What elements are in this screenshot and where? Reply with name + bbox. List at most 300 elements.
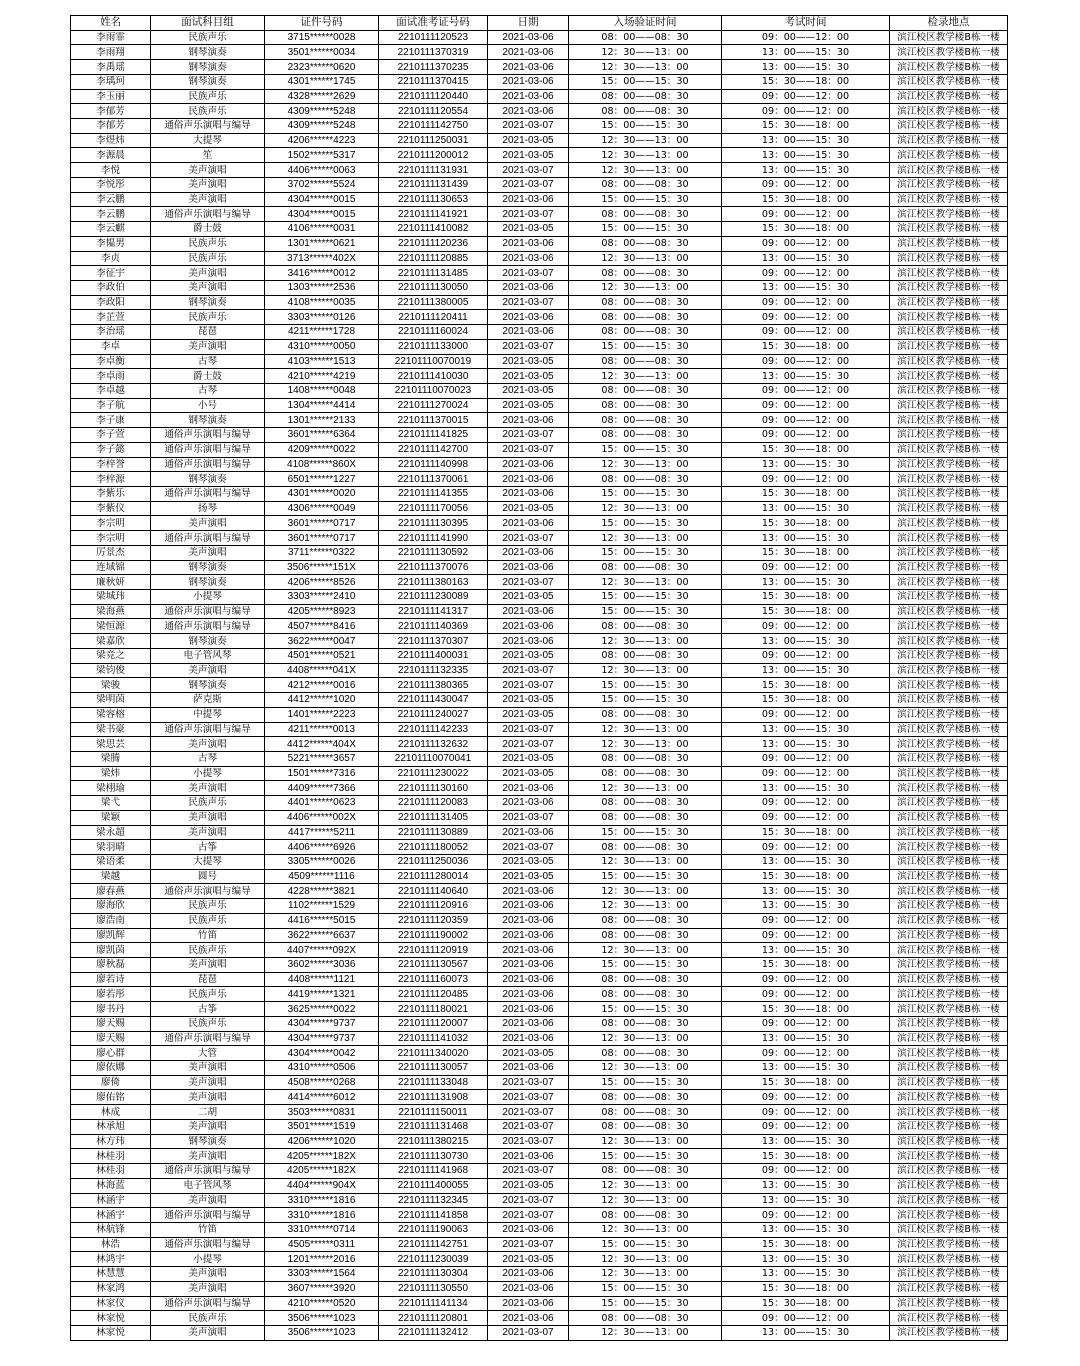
cell-admission-number: 2210111140998 [379, 457, 488, 472]
cell-id-number: 1303******2536 [265, 280, 379, 295]
cell-exam-time: 09：00——12：00 [722, 89, 890, 104]
cell-id-number: 4205******8923 [265, 604, 379, 619]
table-row [71, 781, 1008, 796]
cell-checkin-time: 15：00——15：30 [569, 74, 722, 89]
cell-exam-time: 13：00——15：30 [722, 251, 890, 266]
cell-admission-number: 2210111130395 [379, 516, 488, 531]
cell-checkin-location: 滨江校区教学楼B栋一楼 [890, 222, 1008, 237]
cell-name: 林鸿宇 [71, 1252, 151, 1267]
cell-admission-number: 2210111132412 [379, 1325, 488, 1340]
cell-id-number: 4406******002X [265, 810, 379, 825]
cell-subject-group: 小提琴 [151, 590, 265, 605]
cell-checkin-location: 滨江校区教学楼B栋一楼 [890, 958, 1008, 973]
cell-exam-time: 15：30——18：00 [722, 693, 890, 708]
cell-id-number: 4306******0049 [265, 501, 379, 516]
cell-date: 2021-03-05 [488, 1252, 569, 1267]
cell-subject-group: 通俗声乐演唱与编导 [151, 487, 265, 502]
cell-date: 2021-03-06 [488, 913, 569, 928]
cell-id-number: 4206******4223 [265, 133, 379, 148]
header-date: 日期 [488, 16, 569, 31]
cell-exam-time: 15：30——18：00 [722, 74, 890, 89]
cell-checkin-location: 滨江校区教学楼B栋一楼 [890, 1164, 1008, 1179]
cell-subject-group: 美声演唱 [151, 1119, 265, 1134]
cell-checkin-location: 滨江校区教学楼B栋一楼 [890, 1208, 1008, 1223]
table-row [71, 1119, 1008, 1134]
cell-id-number: 1201******2016 [265, 1252, 379, 1267]
cell-id-number: 1408******0048 [265, 383, 379, 398]
cell-name: 梁炜 [71, 766, 151, 781]
cell-subject-group: 通俗声乐演唱与编导 [151, 604, 265, 619]
cell-checkin-location: 滨江校区教学楼B栋一楼 [890, 1178, 1008, 1193]
cell-id-number: 4205******182X [265, 1164, 379, 1179]
cell-subject-group: 通俗声乐演唱与编导 [151, 1208, 265, 1223]
cell-name: 林承旭 [71, 1119, 151, 1134]
cell-date: 2021-03-06 [488, 1149, 569, 1164]
cell-id-number: 4406******6926 [265, 840, 379, 855]
cell-name: 林家悦 [71, 1325, 151, 1340]
cell-subject-group: 美声演唱 [151, 781, 265, 796]
table-row [71, 1090, 1008, 1105]
table-row [71, 295, 1008, 310]
table-row [71, 1296, 1008, 1311]
table-row [71, 1046, 1008, 1061]
cell-subject-group: 圆号 [151, 869, 265, 884]
cell-name: 梁思芸 [71, 737, 151, 752]
cell-checkin-location: 滨江校区教学楼B栋一楼 [890, 545, 1008, 560]
table-row [71, 1105, 1008, 1120]
cell-exam-time: 13：00——15：30 [722, 1222, 890, 1237]
cell-checkin-location: 滨江校区教学楼B栋一楼 [890, 987, 1008, 1002]
table-row [71, 60, 1008, 75]
cell-id-number: 3310******1816 [265, 1193, 379, 1208]
cell-checkin-time: 15：00——15：30 [569, 1075, 722, 1090]
cell-checkin-location: 滨江校区教学楼B栋一楼 [890, 280, 1008, 295]
cell-checkin-location: 滨江校区教学楼B栋一楼 [890, 1311, 1008, 1326]
cell-name: 梁弋 [71, 796, 151, 811]
cell-checkin-location: 滨江校区教学楼B栋一楼 [890, 1267, 1008, 1282]
cell-id-number: 4304******9737 [265, 1016, 379, 1031]
cell-subject-group: 民族声乐 [151, 987, 265, 1002]
cell-checkin-location: 滨江校区教学楼B栋一楼 [890, 1149, 1008, 1164]
cell-exam-time: 09：00——12：00 [722, 236, 890, 251]
cell-subject-group: 通俗声乐演唱与编导 [151, 119, 265, 134]
cell-checkin-time: 12：30——13：00 [569, 163, 722, 178]
cell-checkin-location: 滨江校区教学楼B栋一楼 [890, 45, 1008, 60]
cell-subject-group: 琵琶 [151, 972, 265, 987]
cell-checkin-time: 12：30——13：00 [569, 457, 722, 472]
cell-checkin-location: 滨江校区教学楼B栋一楼 [890, 472, 1008, 487]
cell-checkin-location: 滨江校区教学楼B栋一楼 [890, 1061, 1008, 1076]
cell-checkin-time: 08：00——08：30 [569, 1016, 722, 1031]
cell-checkin-time: 15：00——15：30 [569, 678, 722, 693]
cell-exam-time: 09：00——12：00 [722, 648, 890, 663]
cell-checkin-time: 08：00——08：30 [569, 1311, 722, 1326]
cell-exam-time: 13：00——15：30 [722, 531, 890, 546]
cell-checkin-location: 滨江校区教学楼B栋一楼 [890, 1046, 1008, 1061]
table-row [71, 913, 1008, 928]
cell-checkin-time: 15：00——15：30 [569, 516, 722, 531]
cell-subject-group: 通俗声乐演唱与编导 [151, 457, 265, 472]
cell-admission-number: 2210111370307 [379, 634, 488, 649]
cell-name: 连域锦 [71, 560, 151, 575]
cell-checkin-location: 滨江校区教学楼B栋一楼 [890, 1222, 1008, 1237]
cell-checkin-time: 12：30——13：00 [569, 531, 722, 546]
cell-name: 李政阳 [71, 295, 151, 310]
cell-name: 李征宇 [71, 266, 151, 281]
cell-checkin-location: 滨江校区教学楼B栋一楼 [890, 442, 1008, 457]
cell-checkin-time: 08：00——08：30 [569, 104, 722, 119]
cell-exam-time: 09：00——12：00 [722, 987, 890, 1002]
cell-subject-group: 美声演唱 [151, 810, 265, 825]
cell-checkin-location: 滨江校区教学楼B栋一楼 [890, 398, 1008, 413]
cell-exam-time: 15：30——18：00 [722, 545, 890, 560]
table-row [71, 619, 1008, 634]
cell-checkin-time: 12：30——13：00 [569, 634, 722, 649]
cell-name: 廖佑铭 [71, 1090, 151, 1105]
table-row [71, 148, 1008, 163]
cell-admission-number: 2210111400055 [379, 1178, 488, 1193]
cell-id-number: 4417******5211 [265, 825, 379, 840]
cell-checkin-location: 滨江校区教学楼B栋一楼 [890, 604, 1008, 619]
cell-checkin-time: 08：00——08：30 [569, 766, 722, 781]
cell-checkin-time: 12：30——13：00 [569, 45, 722, 60]
cell-name: 梁骏 [71, 678, 151, 693]
cell-subject-group: 美声演唱 [151, 1090, 265, 1105]
cell-name: 廖天赐 [71, 1016, 151, 1031]
cell-date: 2021-03-05 [488, 693, 569, 708]
cell-date: 2021-03-05 [488, 222, 569, 237]
cell-admission-number: 2210111132345 [379, 1193, 488, 1208]
cell-date: 2021-03-06 [488, 943, 569, 958]
cell-admission-number: 22101110070019 [379, 354, 488, 369]
cell-checkin-location: 滨江校区教学楼B栋一楼 [890, 590, 1008, 605]
cell-id-number: 1502******5317 [265, 148, 379, 163]
cell-id-number: 4414******6012 [265, 1090, 379, 1105]
table-row [71, 766, 1008, 781]
cell-name: 李雨翔 [71, 45, 151, 60]
cell-exam-time: 09：00——12：00 [722, 928, 890, 943]
cell-admission-number: 2210111120007 [379, 1016, 488, 1031]
cell-checkin-time: 08：00——08：30 [569, 840, 722, 855]
table-row [71, 575, 1008, 590]
table-row [71, 516, 1008, 531]
cell-admission-number: 2210111131485 [379, 266, 488, 281]
cell-date: 2021-03-06 [488, 987, 569, 1002]
cell-date: 2021-03-06 [488, 457, 569, 472]
cell-exam-time: 09：00——12：00 [722, 1208, 890, 1223]
cell-admission-number: 2210111130050 [379, 280, 488, 295]
cell-checkin-location: 滨江校区教学楼B栋一楼 [890, 751, 1008, 766]
cell-admission-number: 2210111370415 [379, 74, 488, 89]
cell-checkin-time: 08：00——08：30 [569, 383, 722, 398]
cell-admission-number: 2210111380215 [379, 1134, 488, 1149]
cell-date: 2021-03-07 [488, 428, 569, 443]
cell-date: 2021-03-07 [488, 810, 569, 825]
cell-checkin-time: 15：00——15：30 [569, 545, 722, 560]
cell-name: 李子萱 [71, 428, 151, 443]
cell-date: 2021-03-07 [488, 1090, 569, 1105]
cell-admission-number: 2210111380005 [379, 295, 488, 310]
cell-date: 2021-03-06 [488, 884, 569, 899]
cell-checkin-location: 滨江校区教学楼B栋一楼 [890, 1281, 1008, 1296]
cell-admission-number: 2210111430047 [379, 693, 488, 708]
cell-date: 2021-03-06 [488, 1281, 569, 1296]
table-row [71, 869, 1008, 884]
cell-exam-time: 09：00——12：00 [722, 30, 890, 45]
cell-subject-group: 爵士鼓 [151, 222, 265, 237]
cell-subject-group: 钢琴演奏 [151, 45, 265, 60]
cell-id-number: 3601******0717 [265, 531, 379, 546]
cell-date: 2021-03-07 [488, 266, 569, 281]
cell-id-number: 4412******404X [265, 737, 379, 752]
cell-name: 李悦 [71, 163, 151, 178]
cell-subject-group: 笙 [151, 148, 265, 163]
cell-checkin-time: 08：00——08：30 [569, 619, 722, 634]
cell-date: 2021-03-07 [488, 163, 569, 178]
cell-admission-number: 2210111141990 [379, 531, 488, 546]
cell-id-number: 4309******5248 [265, 119, 379, 134]
cell-subject-group: 中提琴 [151, 707, 265, 722]
cell-exam-time: 09：00——12：00 [722, 560, 890, 575]
cell-subject-group: 古筝 [151, 1002, 265, 1017]
cell-name: 梁城玮 [71, 590, 151, 605]
cell-name: 李瑀珂 [71, 74, 151, 89]
cell-name: 林方玮 [71, 1134, 151, 1149]
cell-exam-time: 09：00——12：00 [722, 398, 890, 413]
cell-checkin-location: 滨江校区教学楼B栋一楼 [890, 251, 1008, 266]
table-row [71, 192, 1008, 207]
table-row [71, 501, 1008, 516]
cell-admission-number: 2210111380365 [379, 678, 488, 693]
cell-date: 2021-03-05 [488, 707, 569, 722]
cell-checkin-location: 滨江校区教学楼B栋一楼 [890, 648, 1008, 663]
cell-subject-group: 钢琴演奏 [151, 60, 265, 75]
cell-id-number: 4408******1121 [265, 972, 379, 987]
table-row [71, 325, 1008, 340]
cell-date: 2021-03-06 [488, 516, 569, 531]
cell-name: 林成 [71, 1105, 151, 1120]
cell-checkin-location: 滨江校区教学楼B栋一楼 [890, 119, 1008, 134]
cell-checkin-location: 滨江校区教学楼B栋一楼 [890, 1016, 1008, 1031]
cell-admission-number: 2210111120411 [379, 310, 488, 325]
cell-checkin-time: 12：30——13：00 [569, 1061, 722, 1076]
cell-checkin-time: 08：00——08：30 [569, 987, 722, 1002]
cell-checkin-time: 08：00——08：30 [569, 89, 722, 104]
cell-admission-number: 2210111131468 [379, 1119, 488, 1134]
cell-checkin-time: 08：00——08：30 [569, 1208, 722, 1223]
cell-date: 2021-03-06 [488, 1296, 569, 1311]
cell-subject-group: 钢琴演奏 [151, 1134, 265, 1149]
cell-subject-group: 通俗声乐演唱与编导 [151, 1296, 265, 1311]
cell-id-number: 4206******1020 [265, 1134, 379, 1149]
cell-admission-number: 2210111120485 [379, 987, 488, 1002]
cell-id-number: 3602******3036 [265, 958, 379, 973]
cell-id-number: 3501******0034 [265, 45, 379, 60]
cell-id-number: 3625******0022 [265, 1002, 379, 1017]
cell-checkin-location: 滨江校区教学楼B栋一楼 [890, 1119, 1008, 1134]
cell-exam-time: 15：30——18：00 [722, 442, 890, 457]
cell-admission-number: 2210111120885 [379, 251, 488, 266]
cell-checkin-location: 滨江校区教学楼B栋一楼 [890, 1193, 1008, 1208]
cell-admission-number: 2210111120440 [379, 89, 488, 104]
cell-date: 2021-03-05 [488, 1046, 569, 1061]
cell-checkin-location: 滨江校区教学楼B栋一楼 [890, 913, 1008, 928]
cell-subject-group: 小号 [151, 398, 265, 413]
cell-admission-number: 2210111230089 [379, 590, 488, 605]
table-row [71, 722, 1008, 737]
cell-checkin-time: 08：00——08：30 [569, 354, 722, 369]
cell-date: 2021-03-07 [488, 1193, 569, 1208]
table-row [71, 899, 1008, 914]
cell-exam-time: 13：00——15：30 [722, 1061, 890, 1076]
table-row [71, 310, 1008, 325]
cell-exam-time: 09：00——12：00 [722, 104, 890, 119]
header-checkin-time: 入场验证时间 [569, 16, 722, 31]
cell-id-number: 4501******0521 [265, 648, 379, 663]
cell-name: 李卓 [71, 339, 151, 354]
cell-date: 2021-03-05 [488, 590, 569, 605]
table-row [71, 280, 1008, 295]
cell-name: 廖若彤 [71, 987, 151, 1002]
cell-admission-number: 2210111150011 [379, 1105, 488, 1120]
cell-date: 2021-03-06 [488, 1267, 569, 1282]
cell-checkin-time: 08：00——08：30 [569, 295, 722, 310]
cell-id-number: 4507******8416 [265, 619, 379, 634]
cell-admission-number: 2210111141858 [379, 1208, 488, 1223]
cell-id-number: 4310******0050 [265, 339, 379, 354]
cell-checkin-location: 滨江校区教学楼B栋一楼 [890, 1002, 1008, 1017]
cell-date: 2021-03-07 [488, 295, 569, 310]
cell-checkin-time: 08：00——08：30 [569, 1046, 722, 1061]
cell-date: 2021-03-06 [488, 60, 569, 75]
cell-exam-time: 13：00——15：30 [722, 163, 890, 178]
cell-date: 2021-03-07 [488, 1325, 569, 1340]
cell-id-number: 4328******2629 [265, 89, 379, 104]
cell-subject-group: 钢琴演奏 [151, 575, 265, 590]
cell-exam-time: 13：00——15：30 [722, 1325, 890, 1340]
cell-date: 2021-03-06 [488, 1222, 569, 1237]
cell-checkin-time: 15：00——15：30 [569, 958, 722, 973]
cell-subject-group: 美声演唱 [151, 177, 265, 192]
cell-checkin-time: 15：00——15：30 [569, 442, 722, 457]
cell-id-number: 3711******0322 [265, 545, 379, 560]
table-row [71, 958, 1008, 973]
cell-subject-group: 美声演唱 [151, 339, 265, 354]
cell-subject-group: 美声演唱 [151, 1061, 265, 1076]
table-row [71, 707, 1008, 722]
cell-admission-number: 2210111132632 [379, 737, 488, 752]
cell-name: 李卓越 [71, 383, 151, 398]
cell-exam-time: 13：00——15：30 [722, 1193, 890, 1208]
table-row [71, 751, 1008, 766]
cell-id-number: 3303******1564 [265, 1267, 379, 1282]
cell-admission-number: 2210111130889 [379, 825, 488, 840]
table-row [71, 1031, 1008, 1046]
cell-name: 梁语柔 [71, 854, 151, 869]
cell-checkin-location: 滨江校区教学楼B栋一楼 [890, 236, 1008, 251]
cell-exam-time: 09：00——12：00 [722, 310, 890, 325]
cell-admission-number: 2210111130057 [379, 1061, 488, 1076]
header-admission-number: 面试准考证号码 [379, 16, 488, 31]
cell-exam-time: 13：00——15：30 [722, 148, 890, 163]
cell-name: 梁嘉欣 [71, 634, 151, 649]
cell-subject-group: 美声演唱 [151, 1325, 265, 1340]
table-row [71, 369, 1008, 384]
cell-exam-time: 13：00——15：30 [722, 60, 890, 75]
cell-exam-time: 09：00——12：00 [722, 413, 890, 428]
cell-admission-number: 2210111270024 [379, 398, 488, 413]
exam-schedule-table [70, 15, 1008, 1341]
cell-subject-group: 民族声乐 [151, 1016, 265, 1031]
cell-exam-time: 15：30——18：00 [722, 1002, 890, 1017]
cell-exam-time: 15：30——18：00 [722, 678, 890, 693]
cell-checkin-time: 12：30——13：00 [569, 133, 722, 148]
cell-name: 廖凯茵 [71, 943, 151, 958]
cell-id-number: 4301******0020 [265, 487, 379, 502]
cell-admission-number: 2210111142751 [379, 1237, 488, 1252]
cell-checkin-time: 15：00——15：30 [569, 1281, 722, 1296]
cell-checkin-location: 滨江校区教学楼B栋一楼 [890, 634, 1008, 649]
cell-name: 梁书豪 [71, 722, 151, 737]
cell-admission-number: 2210111120523 [379, 30, 488, 45]
table-row [71, 1252, 1008, 1267]
cell-subject-group: 美声演唱 [151, 1193, 265, 1208]
cell-checkin-time: 15：00——15：30 [569, 1296, 722, 1311]
table-row [71, 678, 1008, 693]
cell-name: 梁腾 [71, 751, 151, 766]
cell-admission-number: 2210111410030 [379, 369, 488, 384]
cell-name: 梁恒源 [71, 619, 151, 634]
cell-checkin-location: 滨江校区教学楼B栋一楼 [890, 1134, 1008, 1149]
cell-admission-number: 2210111120236 [379, 236, 488, 251]
cell-date: 2021-03-06 [488, 413, 569, 428]
cell-date: 2021-03-06 [488, 487, 569, 502]
cell-id-number: 4419******1321 [265, 987, 379, 1002]
header-row [71, 16, 1008, 31]
cell-date: 2021-03-06 [488, 928, 569, 943]
cell-id-number: 3503******0831 [265, 1105, 379, 1120]
cell-checkin-time: 12：30——13：00 [569, 1267, 722, 1282]
cell-checkin-time: 15：00——15：30 [569, 1237, 722, 1252]
cell-checkin-time: 12：30——13：00 [569, 369, 722, 384]
table-row [71, 928, 1008, 943]
cell-exam-time: 09：00——12：00 [722, 295, 890, 310]
cell-admission-number: 2210111130550 [379, 1281, 488, 1296]
cell-checkin-location: 滨江校区教学楼B栋一楼 [890, 972, 1008, 987]
cell-date: 2021-03-05 [488, 133, 569, 148]
cell-id-number: 4509******1116 [265, 869, 379, 884]
cell-checkin-location: 滨江校区教学楼B栋一楼 [890, 325, 1008, 340]
table-row [71, 1193, 1008, 1208]
cell-name: 廖春燕 [71, 884, 151, 899]
cell-admission-number: 2210111180052 [379, 840, 488, 855]
cell-name: 李雨霏 [71, 30, 151, 45]
cell-date: 2021-03-06 [488, 634, 569, 649]
cell-id-number: 4103******1513 [265, 354, 379, 369]
cell-exam-time: 09：00——12：00 [722, 1105, 890, 1120]
cell-exam-time: 15：30——18：00 [722, 487, 890, 502]
cell-exam-time: 15：30——18：00 [722, 958, 890, 973]
cell-date: 2021-03-07 [488, 722, 569, 737]
cell-date: 2021-03-06 [488, 104, 569, 119]
table-row [71, 236, 1008, 251]
cell-id-number: 4409******7366 [265, 781, 379, 796]
cell-subject-group: 大提琴 [151, 133, 265, 148]
cell-exam-time: 13：00——15：30 [722, 501, 890, 516]
cell-exam-time: 15：30——18：00 [722, 1075, 890, 1090]
cell-exam-time: 13：00——15：30 [722, 737, 890, 752]
cell-admission-number: 2210111160073 [379, 972, 488, 987]
